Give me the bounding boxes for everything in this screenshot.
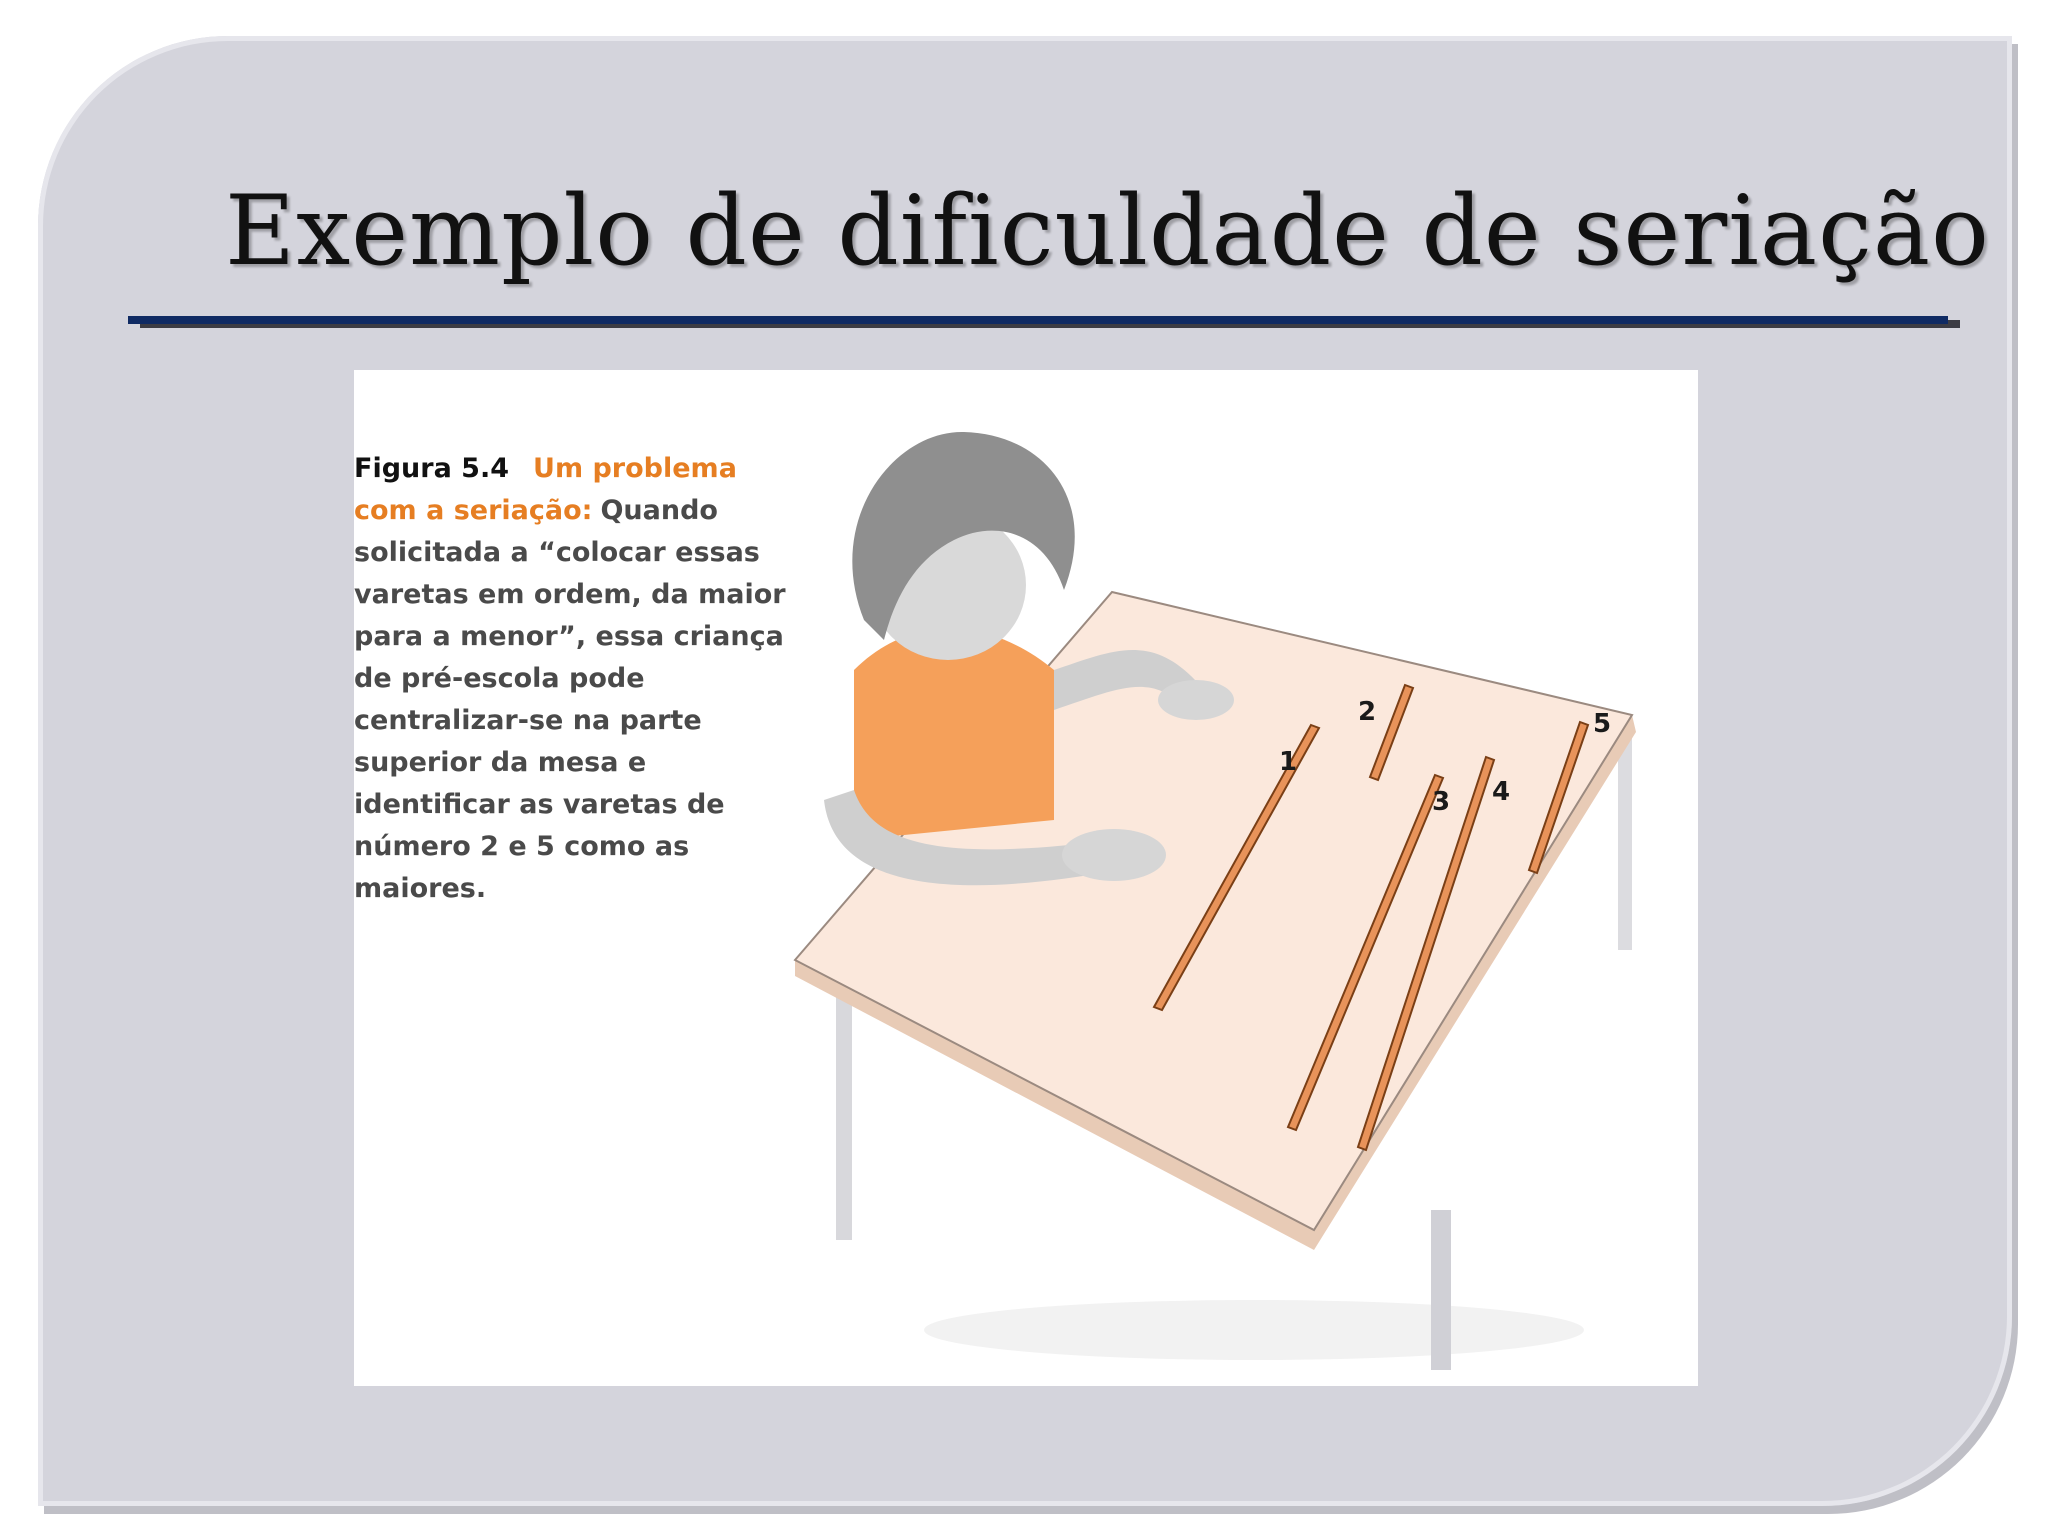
figure-caption-body: Quando solicitada a “colocar essas varetas em ordem, da maior para a menor”, essa criança de pré-escola pode centralizar-se na parte superior da mesa e identificar as varetas de número 2 e 5 como as maiores. <box>354 495 786 904</box>
stick-label-2: 2 <box>1358 697 1377 727</box>
table-leg <box>836 980 852 1240</box>
figure-highlight: Um problema com a seriação: <box>354 453 737 526</box>
figure-caption <box>354 448 806 910</box>
child-shirt <box>854 629 1054 840</box>
stick-label-1: 1 <box>1279 747 1298 777</box>
stick-label-3: 3 <box>1432 787 1451 817</box>
title-underline <box>128 316 1948 324</box>
stick-label-5: 5 <box>1593 709 1612 739</box>
floor-shadow <box>924 1300 1584 1360</box>
figure-panel <box>354 370 1698 1386</box>
figure-label: Figura 5.4 <box>354 453 510 484</box>
slide-title: Exemplo de dificuldade de seriação <box>225 175 1990 287</box>
table-leg <box>1431 1210 1451 1370</box>
stick-label-4: 4 <box>1492 777 1511 807</box>
child-hand-left <box>1062 829 1166 881</box>
child-hand-right <box>1158 680 1234 720</box>
table-leg <box>1618 730 1632 950</box>
